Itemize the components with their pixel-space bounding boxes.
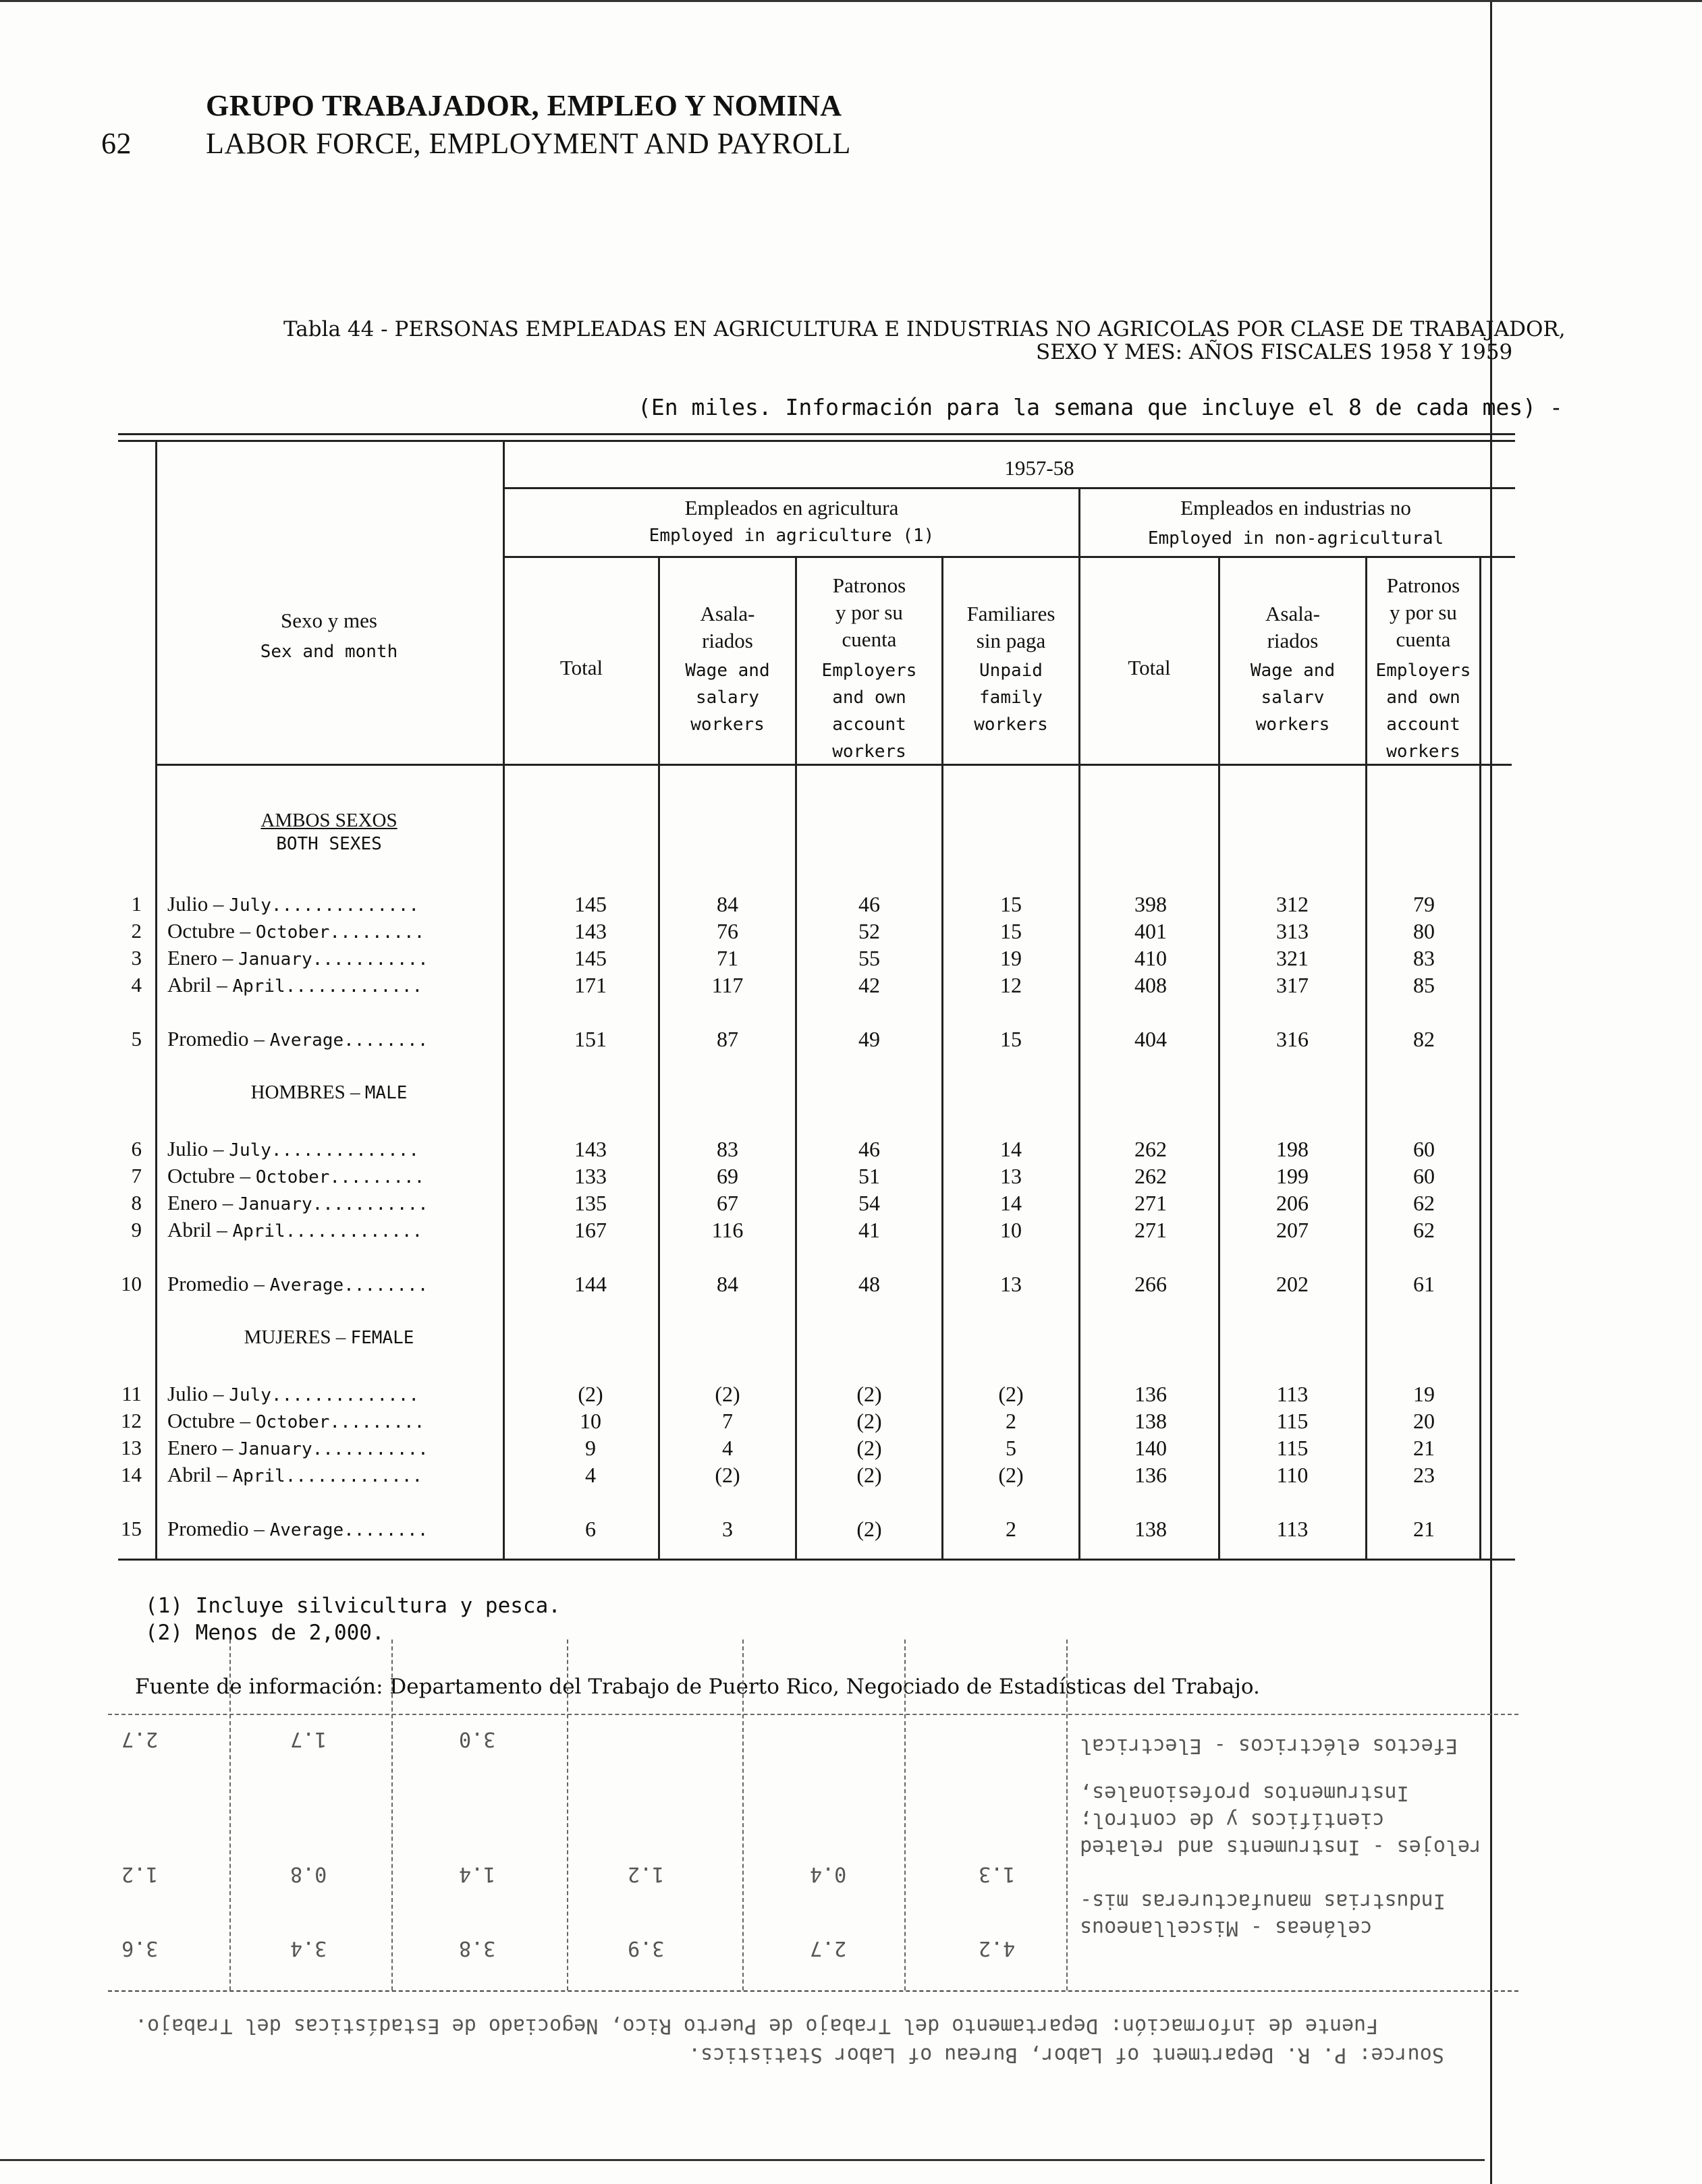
row-label: Promedio – Average........ xyxy=(167,1517,429,1540)
col-total-agri: Total xyxy=(559,656,603,679)
table-cell: 9 xyxy=(585,1436,596,1460)
table-cell: 51 xyxy=(858,1164,880,1188)
row-leader-dots: .............. xyxy=(271,895,420,916)
table-cell: 12 xyxy=(1000,973,1022,997)
table-cell: 83 xyxy=(1413,946,1435,970)
table-cell: 110 xyxy=(1276,1463,1309,1487)
row-label-es: Julio xyxy=(167,1137,209,1160)
row-label-es: Enero xyxy=(167,1191,218,1214)
row-label-en: April xyxy=(232,976,285,997)
col-total-nonagri: Total xyxy=(1128,656,1171,679)
row-label: Octubre – October......... xyxy=(167,1409,425,1432)
row-label-en: October xyxy=(255,1167,330,1187)
table-top-rule-2 xyxy=(118,440,1515,442)
table-cell: 60 xyxy=(1413,1164,1435,1188)
row-leader-dots: ......... xyxy=(329,1167,425,1187)
table-cell: 266 xyxy=(1134,1272,1167,1296)
table-cell: 5 xyxy=(1006,1436,1016,1460)
row-label: Enero – January........... xyxy=(167,1436,429,1459)
row-label-en: July xyxy=(229,1140,271,1160)
bleed-val-13: 3.9 xyxy=(628,1936,665,1960)
table-cell: 15 xyxy=(1000,1027,1022,1051)
table-cell: 321 xyxy=(1276,946,1309,970)
col-wage-agri-en: Wage and salary workers xyxy=(685,661,770,735)
row-label-es: Promedio xyxy=(167,1272,249,1295)
agri-group-es: Empleados en agricultura xyxy=(684,496,899,520)
col-wage-nonagri-es: Asala- riados xyxy=(1265,602,1320,652)
nonagri-group-es: Empleados en industrias no xyxy=(1180,496,1411,520)
row-number: 10 xyxy=(121,1272,142,1295)
top-edge-line xyxy=(0,0,1702,2)
table-cell: 46 xyxy=(858,892,880,916)
bleed-row-5: Industrias manufactureras mis- xyxy=(1080,1889,1446,1913)
table-cell: (2) xyxy=(856,1409,882,1433)
row-leader-dots: ............. xyxy=(285,1466,423,1486)
table-cell: 199 xyxy=(1276,1164,1309,1188)
table-cell: 83 xyxy=(717,1137,738,1161)
table-cell: 62 xyxy=(1413,1191,1435,1215)
table-cell: 116 xyxy=(711,1218,744,1242)
header-title-en: LABOR FORCE, EMPLOYMENT AND PAYROLL xyxy=(206,127,851,160)
row-label-en: January xyxy=(238,949,312,970)
bleed-val-2: 1.7 xyxy=(290,1727,327,1751)
bleed-val-12: 3.8 xyxy=(459,1936,496,1960)
col-emp-nonagri-en: Employers and own account workers xyxy=(1375,661,1471,762)
row-label-es: Enero xyxy=(167,946,218,970)
row-label-es: Octubre xyxy=(167,919,235,943)
table-cell: 15 xyxy=(1000,892,1022,916)
bleed-val-11: 3.4 xyxy=(290,1936,327,1960)
row-label-es: Abril xyxy=(167,973,212,997)
row-label: Julio – July.............. xyxy=(167,1137,420,1160)
table-cell: 113 xyxy=(1276,1382,1309,1406)
bleed-row-1: Efectos eléctricos - Electrical xyxy=(1080,1734,1458,1758)
table-cell: 115 xyxy=(1276,1409,1309,1433)
row-leader-dots: ........ xyxy=(344,1030,429,1051)
table-cell: 133 xyxy=(574,1164,607,1188)
table-cell: 48 xyxy=(858,1272,880,1296)
page-number: 62 xyxy=(101,127,132,160)
table-cell: (2) xyxy=(856,1436,882,1460)
table-cell: (2) xyxy=(715,1463,740,1487)
row-leader-dots: .............. xyxy=(271,1385,420,1405)
table-cell: 62 xyxy=(1413,1218,1435,1242)
row-leader-dots: ........... xyxy=(312,949,429,970)
row-label-en: October xyxy=(255,1412,330,1432)
col-emp-agri-en: Employers and own account workers xyxy=(821,661,917,762)
source-note: Fuente de información: Departamento del Trabajo de Puerto Rico, Negociado de Estadísticas del Trabajo. xyxy=(135,1675,1260,1699)
bleed-val-8: 0.4 xyxy=(810,1862,847,1886)
table-cell: 52 xyxy=(858,919,880,943)
table-cell: (2) xyxy=(998,1382,1024,1406)
table-title-line3: (En miles. Información para la semana que incluye el 8 de cada mes) - xyxy=(638,394,1563,420)
section-male: HOMBRES – MALE xyxy=(250,1082,408,1103)
nonagri-group-en: Employed in non-agricultural xyxy=(1147,528,1444,549)
table-cell: 316 xyxy=(1276,1027,1309,1051)
table-cell: 41 xyxy=(858,1218,880,1242)
table-cell: 271 xyxy=(1134,1191,1167,1215)
table-cell: 198 xyxy=(1276,1137,1309,1161)
row-leader-dots: ........... xyxy=(312,1439,429,1459)
table-cell: 404 xyxy=(1134,1027,1167,1051)
footnote-2: (2) Menos de 2,000. xyxy=(145,1621,385,1645)
row-label-es: Promedio xyxy=(167,1517,249,1540)
table-cell: 10 xyxy=(1000,1218,1022,1242)
bleed-val-7: 1.2 xyxy=(628,1862,665,1886)
bleed-source-es: Fuente de información: Departamento del Trabajo de Puerto Rico, Negociado de Estadísticas del Trabajo. xyxy=(135,2014,1379,2038)
row-number: 3 xyxy=(131,946,142,970)
table-cell: 145 xyxy=(574,892,607,916)
table-cell: 206 xyxy=(1276,1191,1309,1215)
col-emp-agri-es: Patronos y por su cuenta xyxy=(832,573,906,651)
table-cell: 42 xyxy=(858,973,880,997)
table-cell: 19 xyxy=(1413,1382,1435,1406)
row-number: 9 xyxy=(131,1218,142,1241)
table-cell: 80 xyxy=(1413,919,1435,943)
row-label: Julio – July.............. xyxy=(167,1382,420,1405)
table-cell: 143 xyxy=(574,919,607,943)
row-number: 12 xyxy=(121,1409,142,1432)
bleed-rule-bottom xyxy=(108,1990,1518,1993)
footnote-1: (1) Incluye silvicultura y pesca. xyxy=(145,1594,561,1618)
section-both-en: BOTH SEXES xyxy=(276,834,382,854)
table-cell: 87 xyxy=(717,1027,738,1051)
table-top-rule xyxy=(118,433,1515,435)
table-cell: 67 xyxy=(717,1191,738,1215)
table-cell: 117 xyxy=(711,973,744,997)
table-cell: 401 xyxy=(1134,919,1167,943)
table-cell: 408 xyxy=(1134,973,1167,997)
table-cell: 312 xyxy=(1276,892,1309,916)
row-label-es: Enero xyxy=(167,1436,218,1459)
row-label: Promedio – Average........ xyxy=(167,1272,429,1295)
table-cell: 262 xyxy=(1134,1164,1167,1188)
table-cell: (2) xyxy=(715,1382,740,1406)
bleed-row-2: Instrumentos profesionales, xyxy=(1080,1781,1409,1805)
row-leader-dots: ........ xyxy=(344,1275,429,1295)
row-label: Octubre – October......... xyxy=(167,1164,425,1187)
row-number: 8 xyxy=(131,1191,142,1214)
row-label-en: Average xyxy=(269,1520,344,1540)
row-number: 15 xyxy=(121,1517,142,1540)
col-wage-nonagri-en: Wage and salarv workers xyxy=(1250,661,1336,735)
table-cell: 113 xyxy=(1276,1517,1309,1541)
table-cell: 23 xyxy=(1413,1463,1435,1487)
bleed-val-6: 1.4 xyxy=(459,1862,496,1886)
table-cell: 4 xyxy=(722,1436,733,1460)
col-emp-nonagri-es: Patronos y por su cuenta xyxy=(1386,573,1460,651)
table-cell: 202 xyxy=(1276,1272,1309,1296)
table-cell: 138 xyxy=(1134,1409,1167,1433)
table-cell: 13 xyxy=(1000,1272,1022,1296)
table-cell: 76 xyxy=(717,919,738,943)
table-cell: 207 xyxy=(1276,1218,1309,1242)
row-label: Promedio – Average........ xyxy=(167,1027,429,1051)
table-cell: 410 xyxy=(1134,946,1167,970)
bleed-val-9: 1.3 xyxy=(979,1862,1016,1886)
bleed-val-3: 3.0 xyxy=(459,1727,496,1751)
table-cell: 46 xyxy=(858,1137,880,1161)
bleed-val-5: 0.8 xyxy=(290,1862,327,1886)
bleed-row-6: celáneas - Miscellaneous xyxy=(1080,1916,1373,1940)
table-cell: (2) xyxy=(856,1517,882,1541)
table-cell: 21 xyxy=(1413,1436,1435,1460)
table-cell: 79 xyxy=(1413,892,1435,916)
table-cell: 71 xyxy=(717,946,738,970)
row-number: 7 xyxy=(131,1164,142,1187)
bleed-val-14: 2.7 xyxy=(810,1936,847,1960)
table-cell: 20 xyxy=(1413,1409,1435,1433)
table-cell: 136 xyxy=(1134,1382,1167,1406)
row-label-en: Average xyxy=(269,1030,344,1051)
bleed-row-3: científicos y de control; xyxy=(1080,1808,1385,1832)
bleed-rule-top xyxy=(108,1714,1518,1716)
table-cell: 10 xyxy=(580,1409,601,1433)
stub-right-line xyxy=(503,440,505,1559)
table-cell: 2 xyxy=(1006,1409,1016,1433)
bleed-through-area xyxy=(108,1640,1518,2067)
table-cell: 140 xyxy=(1134,1436,1167,1460)
stub-header-es: Sexo y mes xyxy=(281,609,377,632)
row-label-en: January xyxy=(238,1439,312,1459)
row-label: Abril – April............. xyxy=(167,1463,423,1486)
row-leader-dots: ............. xyxy=(285,976,423,997)
table-cell: 271 xyxy=(1134,1218,1167,1242)
header-title-es: GRUPO TRABAJADOR, EMPLEO Y NOMINA xyxy=(206,89,842,122)
row-label-es: Octubre xyxy=(167,1409,235,1432)
year-header: 1957-58 xyxy=(1004,456,1074,480)
row-label-en: Average xyxy=(269,1275,344,1295)
table-cell: 61 xyxy=(1413,1272,1435,1296)
row-leader-dots: ........ xyxy=(344,1520,429,1540)
row-number: 2 xyxy=(131,919,142,943)
table-cell: 6 xyxy=(585,1517,596,1541)
bleed-row-4: relojes - Instruments and related xyxy=(1080,1835,1483,1859)
year-rule xyxy=(505,487,1515,489)
row-number: 6 xyxy=(131,1137,142,1160)
table-cell: 317 xyxy=(1276,973,1309,997)
row-number: 1 xyxy=(131,892,142,916)
row-label-es: Abril xyxy=(167,1218,212,1241)
table-title-line2: SEXO Y MES: AÑOS FISCALES 1958 Y 1959 xyxy=(1036,340,1513,364)
row-label: Abril – April............. xyxy=(167,1218,423,1241)
table-cell: (2) xyxy=(856,1463,882,1487)
row-number: 4 xyxy=(131,973,142,997)
bleed-val-4: 1.2 xyxy=(121,1862,159,1886)
row-label-en: April xyxy=(232,1466,285,1486)
table-cell: 82 xyxy=(1413,1027,1435,1051)
table-cell: (2) xyxy=(998,1463,1024,1487)
group-rule xyxy=(505,556,1515,558)
table-cell: 171 xyxy=(574,973,607,997)
bleed-val-15: 4.2 xyxy=(979,1936,1016,1960)
row-label: Abril – April............. xyxy=(167,973,423,997)
bottom-edge-line xyxy=(0,2159,1485,2161)
table-cell: 60 xyxy=(1413,1137,1435,1161)
table-cell: 84 xyxy=(717,1272,738,1296)
table-cell: 145 xyxy=(574,946,607,970)
row-number: 11 xyxy=(121,1382,142,1405)
table-cell: 13 xyxy=(1000,1164,1022,1188)
row-label-es: Julio xyxy=(167,1382,209,1405)
table-cell: 143 xyxy=(574,1137,607,1161)
table-cell: 69 xyxy=(717,1164,738,1188)
row-number: 13 xyxy=(121,1436,142,1459)
bleed-val-10: 3.6 xyxy=(121,1936,159,1960)
bleed-source-en: Source: P. R. Department of Labor, Bureau of Labor Statistics. xyxy=(688,2043,1444,2067)
table-cell: 4 xyxy=(585,1463,596,1487)
table-title-line1: Tabla 44 - PERSONAS EMPLEADAS EN AGRICULTURA E INDUSTRIAS NO AGRICOLAS POR CLASE DE TRABAJADOR, xyxy=(283,317,1566,341)
table-cell: 398 xyxy=(1134,892,1167,916)
row-number: 14 xyxy=(121,1463,142,1486)
table-cell: 115 xyxy=(1276,1436,1309,1460)
table-cell: 136 xyxy=(1134,1463,1167,1487)
row-label-es: Julio xyxy=(167,892,209,916)
col-line-4 xyxy=(1078,488,1080,1559)
col-wage-agri-es: Asala- riados xyxy=(700,602,755,652)
table-cell: 21 xyxy=(1413,1517,1435,1541)
row-leader-dots: ......... xyxy=(329,1412,425,1432)
table-cell: 144 xyxy=(574,1272,607,1296)
col-unpaid-agri-es: Familiares sin paga xyxy=(966,602,1055,652)
table-cell: (2) xyxy=(578,1382,603,1406)
table-cell: 151 xyxy=(574,1027,607,1051)
row-leader-dots: ........... xyxy=(312,1194,429,1214)
table-cell: 19 xyxy=(1000,946,1022,970)
agri-group-en: Employed in agriculture (1) xyxy=(649,526,935,546)
bleed-val-1: 2.7 xyxy=(121,1727,159,1751)
row-label-en: July xyxy=(229,1385,271,1405)
row-label: Octubre – October......... xyxy=(167,919,425,943)
table-cell: 262 xyxy=(1134,1137,1167,1161)
table-cell: (2) xyxy=(856,1382,882,1406)
col-unpaid-agri-en: Unpaid family workers xyxy=(974,661,1048,735)
table-cell: 3 xyxy=(722,1517,733,1541)
section-both-es: AMBOS SEXOS xyxy=(260,810,397,831)
table-cell: 54 xyxy=(858,1191,880,1215)
row-label-es: Abril xyxy=(167,1463,212,1486)
table-cell: 167 xyxy=(574,1218,607,1242)
row-leader-dots: ............. xyxy=(285,1221,423,1241)
table-cell: 84 xyxy=(717,892,738,916)
table-cell: 14 xyxy=(1000,1137,1022,1161)
stub-header-en: Sex and month xyxy=(260,642,398,662)
row-label: Enero – January........... xyxy=(167,1191,429,1214)
row-label-es: Octubre xyxy=(167,1164,235,1187)
table-cell: 49 xyxy=(858,1027,880,1051)
table-cell: 138 xyxy=(1134,1517,1167,1541)
row-label-en: July xyxy=(229,895,271,916)
table-cell: 55 xyxy=(858,946,880,970)
row-label-en: April xyxy=(232,1221,285,1241)
row-label: Julio – July.............. xyxy=(167,892,420,916)
table-cell: 313 xyxy=(1276,919,1309,943)
row-leader-dots: ......... xyxy=(329,922,425,943)
table-bottom-rule xyxy=(118,1559,1515,1561)
row-number: 5 xyxy=(131,1027,142,1051)
row-leader-dots: .............. xyxy=(271,1140,420,1160)
row-label-es: Promedio xyxy=(167,1027,249,1051)
table-cell: 7 xyxy=(722,1409,733,1433)
row-label-en: January xyxy=(238,1194,312,1214)
table-cell: 15 xyxy=(1000,919,1022,943)
section-female: MUJERES – FEMALE xyxy=(244,1326,414,1348)
row-label-en: October xyxy=(255,922,330,943)
row-label: Enero – January........... xyxy=(167,946,429,970)
table-cell: 14 xyxy=(1000,1191,1022,1215)
table-cell: 135 xyxy=(574,1191,607,1215)
table-cell: 2 xyxy=(1006,1517,1016,1541)
table-cell: 85 xyxy=(1413,973,1435,997)
